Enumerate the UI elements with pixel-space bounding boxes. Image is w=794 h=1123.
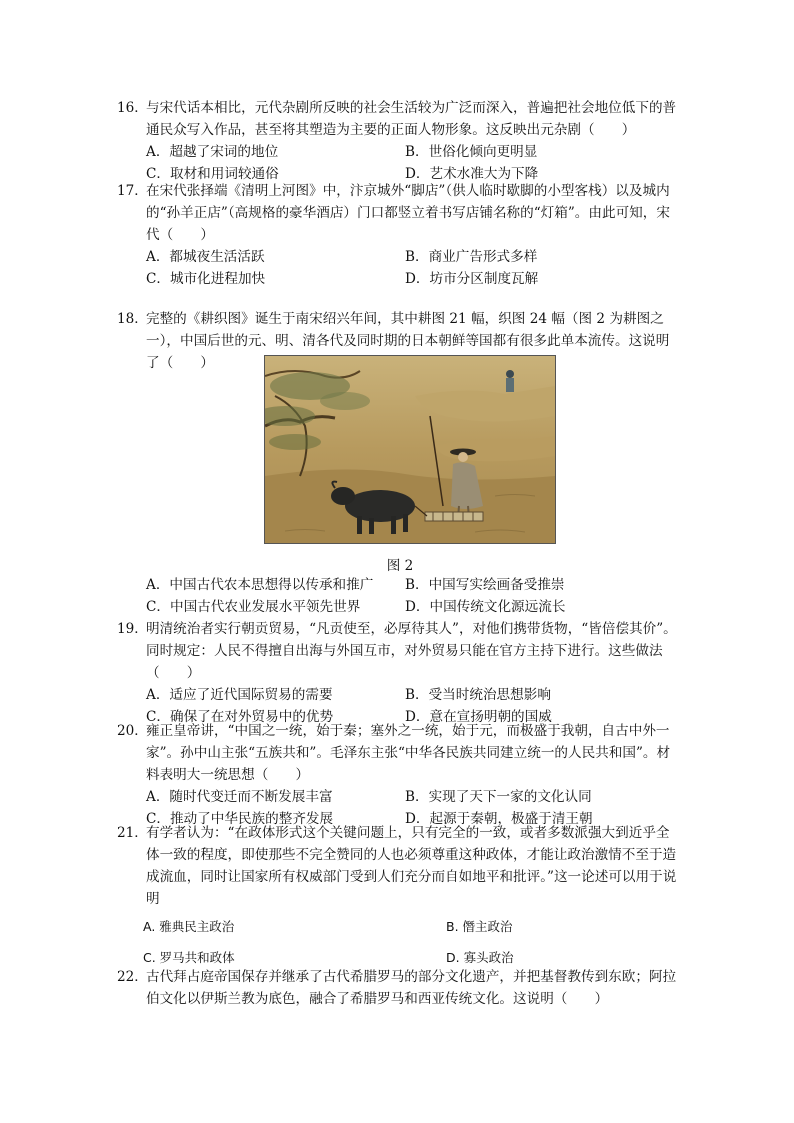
question-number: 16． — [117, 100, 148, 116]
option-b[interactable]: B．商业广告形式多样 — [405, 249, 538, 265]
question-22 — [117, 966, 677, 1010]
option-d[interactable]: D．坊市分区制度瓦解 — [405, 271, 539, 287]
question-16 — [117, 97, 677, 185]
question-stem: 古代拜占庭帝国保存并继承了古代希腊罗马的部分文化遗产，并把基督教传到东欧；阿拉伯文化以伊斯兰教为底色，融合了希腊罗马和西亚传统文化。这说明（ ） — [146, 969, 677, 1007]
question-stem: 雍正皇帝讲，“中国之一统，始于秦；塞外之一统，始于元，而极盛于我朝，自古中外一家”。孙中山主张“五族共和”。毛泽东主张“中华各民族共同建立统一的人民共和国”。材料表明大一统思想（ ） — [146, 723, 671, 783]
option-a[interactable]: A. 雅典民主政治 — [143, 919, 235, 934]
question-number: 22． — [117, 969, 148, 985]
option-c[interactable]: C．取材和用词较通俗 — [146, 166, 279, 182]
question-number: 21． — [117, 825, 148, 841]
option-a[interactable]: A．适应了近代国际贸易的需要 — [146, 687, 333, 703]
option-b[interactable]: B．实现了天下一家的文化认同 — [405, 789, 592, 805]
question-number: 20． — [117, 723, 148, 739]
plowing-painting-figure — [264, 355, 556, 544]
option-c[interactable]: C. 罗马共和政体 — [143, 950, 235, 965]
question-number: 19． — [117, 621, 148, 637]
question-number: 17． — [117, 183, 148, 199]
question-19 — [117, 618, 677, 728]
option-a[interactable]: A．中国古代农本思想得以传承和推广 — [146, 577, 374, 593]
question-stem: 明清统治者实行朝贡贸易，“凡贡使至，必厚待其人”，对他们携带货物，“皆倍偿其价”。同时规定：人民不得擅自出海与外国互市，对外贸易只能在官方主持下进行。这些做法（ ） — [146, 621, 677, 681]
question-stem: 完整的《耕织图》诞生于南宋绍兴年间，其中耕图 21 幅，织图 24 幅（图 2 为耕图之一），中国后世的元、明、清各代及同时期的日本朝鲜等国都有很多此单本流传。这说明了（ ） — [146, 311, 670, 371]
option-b[interactable]: B．中国写实绘画备受推崇 — [405, 577, 565, 593]
option-c[interactable]: C．确保了在对外贸易中的优势 — [146, 709, 334, 725]
question-stem: 在宋代张择端《清明上河图》中，汴京城外“脚店”（供人临时歇脚的小型客栈）以及城内的“孙羊正店”（高规格的豪华酒店）门口都竖立着书写店铺名称的“灯箱”。由此可知，宋代（ ） — [146, 183, 670, 243]
options — [117, 141, 677, 185]
options — [117, 574, 677, 618]
question-21 — [117, 822, 677, 978]
question-18-options — [117, 574, 677, 618]
figure-caption: 图 2 — [386, 558, 414, 574]
question-stem: 与宋代话本相比，元代杂剧所反映的社会生活较为广泛而深入，普遍把社会地位低下的普通民众写入作品，甚至将其塑造为主要的正面人物形象。这反映出元杂剧（ ） — [146, 100, 677, 138]
option-d[interactable]: D．意在宣扬明朝的国威 — [405, 709, 552, 725]
question-20 — [117, 720, 677, 830]
option-d[interactable]: D．起源于秦朝，极盛于清王朝 — [405, 811, 593, 827]
option-b[interactable]: B. 僭主政治 — [446, 919, 513, 934]
option-b[interactable]: B．世俗化倾向更明显 — [405, 144, 538, 160]
options — [117, 246, 677, 290]
option-a[interactable]: A．都城夜生活活跃 — [146, 249, 265, 265]
option-c[interactable]: C．城市化进程加快 — [146, 271, 266, 287]
option-a[interactable]: A．随时代变迁而不断发展丰富 — [146, 789, 333, 805]
option-c[interactable]: C．推动了中华民族的整齐发展 — [146, 811, 334, 827]
question-17 — [117, 180, 677, 290]
option-c[interactable]: C．中国古代农业发展水平领先世界 — [146, 599, 361, 615]
option-d[interactable]: D. 寡头政治 — [446, 950, 514, 965]
plowing-painting-image — [265, 356, 555, 543]
option-b[interactable]: B．受当时统治思想影响 — [405, 687, 551, 703]
option-a[interactable]: A．超越了宋词的地位 — [146, 144, 279, 160]
option-d[interactable]: D．艺术水准大为下降 — [405, 166, 539, 182]
question-number: 18． — [117, 311, 148, 327]
question-stem: 有学者认为：“在政体形式这个关键问题上，只有完全的一致，或者多数派强大到近乎全体一致的程度，即使那些不完全赞同的人也必须尊重这种政体，才能让政治激情不至于造成流血，同时让国家所有权威部门受到人们充分而自如地平和批评。”这一论述可以用于说明 — [146, 825, 677, 907]
option-d[interactable]: D．中国传统文化源远流长 — [405, 599, 566, 615]
